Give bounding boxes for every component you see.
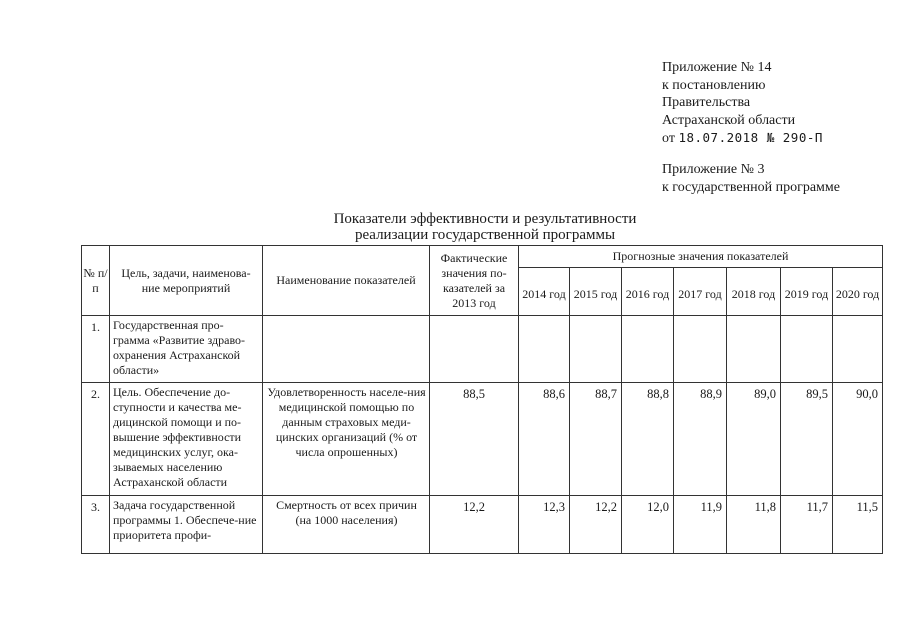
- row-value: 11,7: [781, 496, 833, 554]
- appendix-date-value: 18.07.2018 № 290-П: [678, 130, 823, 145]
- row-value: 88,9: [674, 383, 727, 496]
- row-value: [570, 316, 622, 383]
- appendix-date-prefix: от: [662, 131, 675, 146]
- row-value: 11,8: [727, 496, 781, 554]
- header-year: 2014 год: [519, 268, 570, 316]
- row-value: 90,0: [833, 383, 883, 496]
- row-value: 12,3: [519, 496, 570, 554]
- appendix-line: Правительства: [662, 95, 751, 110]
- header-year: 2017 год: [674, 268, 727, 316]
- header-year: 2018 год: [727, 268, 781, 316]
- row-goal: Государственная про-грамма «Развитие здраво-охранения Астраханской области»: [110, 316, 263, 383]
- row-value: [622, 316, 674, 383]
- row-value: 12,0: [622, 496, 674, 554]
- appendix-date-line: [662, 129, 823, 148]
- table-row: [82, 316, 883, 383]
- row-value: 88,8: [622, 383, 674, 496]
- appendix-line: Приложение № 3: [662, 162, 765, 177]
- row-number: 2.: [82, 383, 110, 496]
- row-value: 89,5: [781, 383, 833, 496]
- header-year: 2016 год: [622, 268, 674, 316]
- row-value: 88,7: [570, 383, 622, 496]
- row-number: 3.: [82, 496, 110, 554]
- row-value: [519, 316, 570, 383]
- header-goal: Цель, задачи, наименова-ние мероприятий: [110, 246, 263, 316]
- row-value: 12,2: [570, 496, 622, 554]
- appendix-line: Астраханской области: [662, 112, 796, 128]
- row-value: [833, 316, 883, 383]
- row-value: [781, 316, 833, 383]
- table-row: [82, 383, 883, 496]
- indicators-table: [81, 245, 883, 554]
- row-goal: Цель. Обеспечение до-ступности и качества ме-дицинской помощи и по-вышение эффективности медицинских услуг, ока-зываемых населению Астраханской области: [110, 383, 263, 496]
- header-row-1: [82, 246, 883, 268]
- row-actual: 12,2: [430, 496, 519, 554]
- row-actual: 88,5: [430, 383, 519, 496]
- header-actual: Фактические значения по-казателей за 2013 год: [430, 246, 519, 316]
- row-indicator: Удовлетворенность населе-ния медицинской помощью по данным страховых меди-цинских организаций (% от числа опрошенных): [263, 383, 430, 496]
- header-indicator: Наименование показателей: [263, 246, 430, 316]
- row-value: 11,5: [833, 496, 883, 554]
- appendix-main-block: [662, 59, 823, 148]
- header-num: № п/п: [82, 246, 110, 316]
- title-line-1: Показатели эффективности и результативности: [333, 211, 637, 227]
- row-value: 11,9: [674, 496, 727, 554]
- row-indicator: Смертность от всех причин (на 1000 населения): [263, 496, 430, 554]
- appendix-line: к постановлению: [662, 77, 766, 93]
- row-value: 89,0: [727, 383, 781, 496]
- appendix-line: к государственной программе: [662, 179, 840, 195]
- row-actual: [430, 316, 519, 383]
- table-row: [82, 496, 883, 554]
- title-line-2: реализации государственной программы: [354, 227, 616, 243]
- appendix-line: Приложение № 14: [662, 60, 772, 75]
- header-year: 2015 год: [570, 268, 622, 316]
- row-value: 88,6: [519, 383, 570, 496]
- row-goal: Задача государственной программы 1. Обеспече-ние приоритета профи-: [110, 496, 263, 554]
- header-forecast: Прогнозные значения показателей: [519, 246, 883, 268]
- header-year: 2020 год: [833, 268, 883, 316]
- row-indicator: [263, 316, 430, 383]
- row-number: 1.: [82, 316, 110, 383]
- row-value: [674, 316, 727, 383]
- appendix-program-block: [662, 161, 840, 196]
- header-year: 2019 год: [781, 268, 833, 316]
- document-title: [300, 211, 670, 243]
- row-value: [727, 316, 781, 383]
